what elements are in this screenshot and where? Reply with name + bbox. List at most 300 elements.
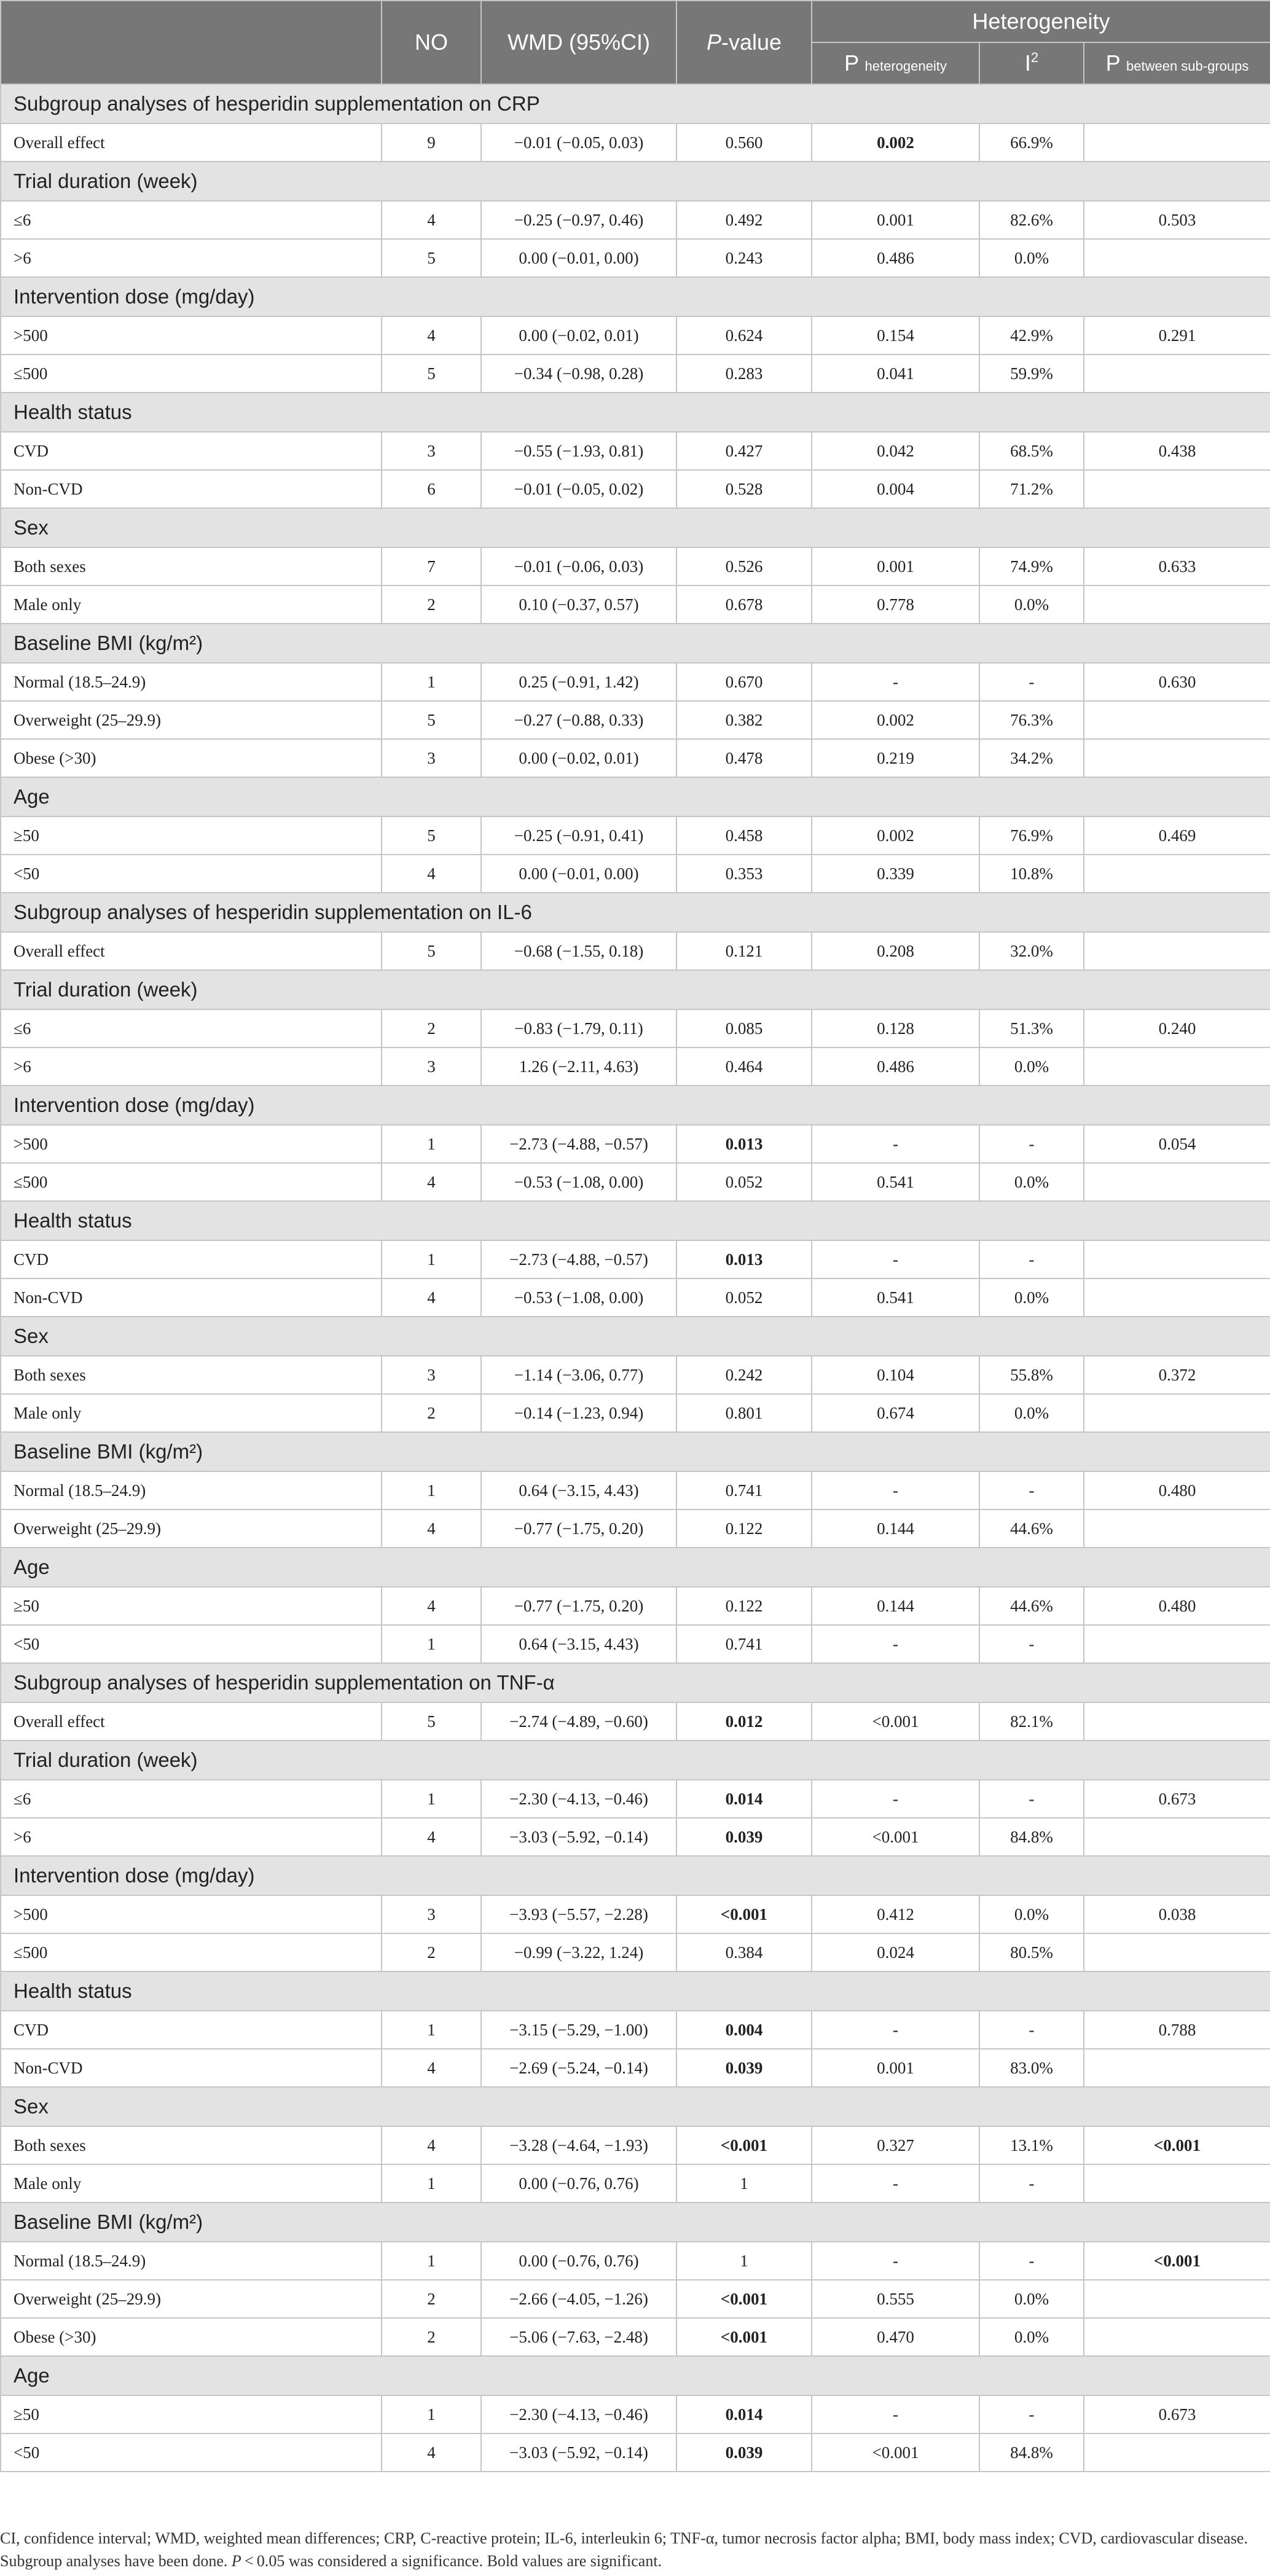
header-p-between-main: P bbox=[1105, 50, 1120, 76]
row-no-cell: 4 bbox=[382, 316, 481, 354]
header-empty bbox=[1, 1, 382, 84]
table-row bbox=[1, 1356, 1270, 1394]
footnote-p-italic: P bbox=[231, 2552, 241, 2570]
section-title: Sex bbox=[1, 2087, 1270, 2126]
header-p-rest: -value bbox=[721, 29, 782, 55]
row-i2-cell: 84.8% bbox=[979, 1818, 1084, 1856]
row-p-heterogeneity-cell: - bbox=[812, 2164, 979, 2202]
row-no-cell: 3 bbox=[382, 1895, 481, 1933]
row-p-heterogeneity-cell: 0.128 bbox=[812, 1009, 979, 1047]
row-p-value-cell: 0.122 bbox=[676, 1509, 812, 1548]
row-wmd-cell: −3.03 (−5.92, −0.14) bbox=[481, 2433, 676, 2472]
row-p-value-cell: <0.001 bbox=[676, 2280, 812, 2318]
row-wmd-cell: −1.14 (−3.06, 0.77) bbox=[481, 1356, 676, 1394]
row-label-cell: Normal (18.5–24.9) bbox=[1, 1471, 382, 1509]
row-i2-cell: 0.0% bbox=[979, 1394, 1084, 1432]
row-p-heterogeneity-cell: 0.104 bbox=[812, 1356, 979, 1394]
row-label-cell: <50 bbox=[1, 2433, 382, 2472]
section-header-row bbox=[1, 2087, 1270, 2126]
row-p-heterogeneity-cell: <0.001 bbox=[812, 1818, 979, 1856]
row-label-cell: Overall effect bbox=[1, 123, 382, 162]
row-wmd-cell: −0.25 (−0.97, 0.46) bbox=[481, 201, 676, 239]
row-wmd-cell: −2.30 (−4.13, −0.46) bbox=[481, 2395, 676, 2433]
row-wmd-cell: −0.01 (−0.05, 0.03) bbox=[481, 123, 676, 162]
row-p-heterogeneity-cell: 0.154 bbox=[812, 316, 979, 354]
row-i2-cell: 10.8% bbox=[979, 855, 1084, 893]
section-header-row bbox=[1, 1856, 1270, 1895]
row-label-cell: Obese (>30) bbox=[1, 739, 382, 777]
row-p-value-cell: 0.012 bbox=[676, 1702, 812, 1740]
section-header-row bbox=[1, 508, 1270, 547]
row-p-value-cell: 0.039 bbox=[676, 2433, 812, 2472]
section-header-row bbox=[1, 893, 1270, 932]
row-p-between-cell bbox=[1084, 1240, 1270, 1278]
row-i2-cell: 59.9% bbox=[979, 354, 1084, 393]
section-header-row bbox=[1, 970, 1270, 1009]
row-i2-cell: - bbox=[979, 1625, 1084, 1663]
row-label-cell: >6 bbox=[1, 239, 382, 277]
row-no-cell: 4 bbox=[382, 855, 481, 893]
row-p-between-cell: 0.673 bbox=[1084, 2395, 1270, 2433]
row-label-cell: ≤500 bbox=[1, 1163, 382, 1201]
row-p-value-cell: <0.001 bbox=[676, 2126, 812, 2164]
row-p-value-cell: 0.353 bbox=[676, 855, 812, 893]
section-title: Trial duration (week) bbox=[1, 162, 1270, 201]
header-no: NO bbox=[382, 1, 481, 84]
row-label-cell: ≥50 bbox=[1, 1587, 382, 1625]
row-p-between-cell bbox=[1084, 1625, 1270, 1663]
row-i2-cell: - bbox=[979, 2011, 1084, 2049]
row-i2-cell: 44.6% bbox=[979, 1509, 1084, 1548]
header-i2-sup: 2 bbox=[1030, 50, 1039, 65]
table-row bbox=[1, 201, 1270, 239]
row-i2-cell: 82.1% bbox=[979, 1702, 1084, 1740]
row-p-value-cell: 0.242 bbox=[676, 1356, 812, 1394]
row-i2-cell: 84.8% bbox=[979, 2433, 1084, 2472]
section-header-row bbox=[1, 1971, 1270, 2011]
row-p-value-cell: 0.013 bbox=[676, 1240, 812, 1278]
row-p-value-cell: 0.560 bbox=[676, 123, 812, 162]
row-no-cell: 3 bbox=[382, 432, 481, 470]
row-p-value-cell: 0.670 bbox=[676, 663, 812, 701]
table-row bbox=[1, 1895, 1270, 1933]
section-title: Health status bbox=[1, 393, 1270, 432]
section-header-row bbox=[1, 1317, 1270, 1356]
row-p-between-cell bbox=[1084, 585, 1270, 624]
row-no-cell: 5 bbox=[382, 816, 481, 855]
row-p-between-cell bbox=[1084, 354, 1270, 393]
row-label-cell: Non-CVD bbox=[1, 470, 382, 508]
row-label-cell: ≥50 bbox=[1, 816, 382, 855]
row-p-value-cell: <0.001 bbox=[676, 2318, 812, 2356]
row-i2-cell: 83.0% bbox=[979, 2049, 1084, 2087]
section-title: Intervention dose (mg/day) bbox=[1, 277, 1270, 316]
row-no-cell: 3 bbox=[382, 1356, 481, 1394]
table-row bbox=[1, 663, 1270, 701]
row-no-cell: 9 bbox=[382, 123, 481, 162]
row-p-heterogeneity-cell: 0.674 bbox=[812, 1394, 979, 1432]
row-label-cell: >500 bbox=[1, 1895, 382, 1933]
table-row bbox=[1, 1780, 1270, 1818]
row-p-heterogeneity-cell: - bbox=[812, 1240, 979, 1278]
header-p-italic: P bbox=[706, 29, 721, 55]
row-p-heterogeneity-cell: - bbox=[812, 2395, 979, 2433]
footnote-line1: CI, confidence interval; WMD, weighted mean differences; CRP, C-reactive protein; IL-6, interleukin 6; TNF-α, tumor necrosis factor alpha; BMI, body mass index; CVD, cardiovascular bbox=[0, 2529, 1194, 2547]
header-i2 bbox=[979, 42, 1084, 84]
row-i2-cell: - bbox=[979, 1240, 1084, 1278]
row-wmd-cell: −3.93 (−5.57, −2.28) bbox=[481, 1895, 676, 1933]
row-p-heterogeneity-cell: 0.002 bbox=[812, 816, 979, 855]
table-row bbox=[1, 1818, 1270, 1856]
row-p-value-cell: 0.464 bbox=[676, 1047, 812, 1086]
section-header-row bbox=[1, 1201, 1270, 1240]
row-no-cell: 1 bbox=[382, 2164, 481, 2202]
row-label-cell: Overweight (25–29.9) bbox=[1, 2280, 382, 2318]
row-label-cell: Overweight (25–29.9) bbox=[1, 1509, 382, 1548]
row-p-between-cell bbox=[1084, 1394, 1270, 1432]
table-row bbox=[1, 2318, 1270, 2356]
row-i2-cell: 13.1% bbox=[979, 2126, 1084, 2164]
table-row bbox=[1, 816, 1270, 855]
row-p-heterogeneity-cell: 0.778 bbox=[812, 585, 979, 624]
row-p-heterogeneity-cell: 0.541 bbox=[812, 1278, 979, 1317]
row-p-heterogeneity-cell: 0.327 bbox=[812, 2126, 979, 2164]
row-i2-cell: 80.5% bbox=[979, 1933, 1084, 1971]
row-p-value-cell: 0.678 bbox=[676, 585, 812, 624]
row-p-heterogeneity-cell: 0.144 bbox=[812, 1509, 979, 1548]
table-row bbox=[1, 1240, 1270, 1278]
row-p-heterogeneity-cell: 0.412 bbox=[812, 1895, 979, 1933]
row-no-cell: 2 bbox=[382, 2318, 481, 2356]
row-p-value-cell: 0.014 bbox=[676, 2395, 812, 2433]
header-heterogeneity: Heterogeneity bbox=[812, 1, 1270, 42]
row-p-heterogeneity-cell: - bbox=[812, 1125, 979, 1163]
table-row bbox=[1, 2280, 1270, 2318]
row-no-cell: 5 bbox=[382, 932, 481, 970]
row-wmd-cell: −2.73 (−4.88, −0.57) bbox=[481, 1125, 676, 1163]
row-p-between-cell bbox=[1084, 1047, 1270, 1086]
row-p-value-cell: 0.528 bbox=[676, 470, 812, 508]
row-no-cell: 5 bbox=[382, 354, 481, 393]
row-p-value-cell: 0.013 bbox=[676, 1125, 812, 1163]
row-p-between-cell bbox=[1084, 2280, 1270, 2318]
row-p-value-cell: 0.122 bbox=[676, 1587, 812, 1625]
row-p-between-cell: 0.240 bbox=[1084, 1009, 1270, 1047]
table-row bbox=[1, 1278, 1270, 1317]
table-row bbox=[1, 239, 1270, 277]
row-p-between-cell bbox=[1084, 1278, 1270, 1317]
row-no-cell: 2 bbox=[382, 1394, 481, 1432]
row-wmd-cell: −0.99 (−3.22, 1.24) bbox=[481, 1933, 676, 1971]
row-no-cell: 4 bbox=[382, 201, 481, 239]
row-label-cell: Both sexes bbox=[1, 2126, 382, 2164]
row-no-cell: 2 bbox=[382, 2280, 481, 2318]
row-no-cell: 4 bbox=[382, 1509, 481, 1548]
row-no-cell: 1 bbox=[382, 1125, 481, 1163]
row-label-cell: ≤6 bbox=[1, 1009, 382, 1047]
row-p-value-cell: 0.004 bbox=[676, 2011, 812, 2049]
table-row bbox=[1, 432, 1270, 470]
row-p-value-cell: 0.052 bbox=[676, 1163, 812, 1201]
row-p-heterogeneity-cell: 0.001 bbox=[812, 547, 979, 585]
row-i2-cell: 44.6% bbox=[979, 1587, 1084, 1625]
row-p-between-cell bbox=[1084, 1509, 1270, 1548]
row-p-value-cell: 1 bbox=[676, 2164, 812, 2202]
table-row bbox=[1, 354, 1270, 393]
row-p-between-cell: 0.438 bbox=[1084, 432, 1270, 470]
row-i2-cell: - bbox=[979, 2395, 1084, 2433]
section-header-row bbox=[1, 1663, 1270, 1702]
row-p-between-cell bbox=[1084, 2049, 1270, 2087]
row-label-cell: Male only bbox=[1, 2164, 382, 2202]
row-wmd-cell: −0.53 (−1.08, 0.00) bbox=[481, 1163, 676, 1201]
section-header-row bbox=[1, 393, 1270, 432]
row-label-cell: CVD bbox=[1, 2011, 382, 2049]
row-wmd-cell: −0.83 (−1.79, 0.11) bbox=[481, 1009, 676, 1047]
row-p-heterogeneity-cell: 0.002 bbox=[812, 123, 979, 162]
row-no-cell: 4 bbox=[382, 1278, 481, 1317]
table-row bbox=[1, 2433, 1270, 2472]
row-p-heterogeneity-cell: - bbox=[812, 1471, 979, 1509]
row-wmd-cell: 0.00 (−0.02, 0.01) bbox=[481, 739, 676, 777]
row-label-cell: ≤500 bbox=[1, 354, 382, 393]
row-no-cell: 2 bbox=[382, 585, 481, 624]
row-i2-cell: 55.8% bbox=[979, 1356, 1084, 1394]
row-label-cell: CVD bbox=[1, 432, 382, 470]
row-p-heterogeneity-cell: 0.004 bbox=[812, 470, 979, 508]
row-p-value-cell: 0.384 bbox=[676, 1933, 812, 1971]
table-row bbox=[1, 1509, 1270, 1548]
row-p-between-cell: 0.480 bbox=[1084, 1471, 1270, 1509]
row-p-between-cell bbox=[1084, 239, 1270, 277]
section-title: Trial duration (week) bbox=[1, 970, 1270, 1009]
row-wmd-cell: 0.00 (−0.76, 0.76) bbox=[481, 2164, 676, 2202]
row-i2-cell: 0.0% bbox=[979, 1047, 1084, 1086]
row-p-value-cell: 0.741 bbox=[676, 1625, 812, 1663]
row-p-between-cell bbox=[1084, 1702, 1270, 1740]
table-row bbox=[1, 2126, 1270, 2164]
row-no-cell: 5 bbox=[382, 701, 481, 739]
row-no-cell: 1 bbox=[382, 1625, 481, 1663]
row-i2-cell: 0.0% bbox=[979, 585, 1084, 624]
row-p-heterogeneity-cell: 0.002 bbox=[812, 701, 979, 739]
row-p-heterogeneity-cell: 0.486 bbox=[812, 239, 979, 277]
row-no-cell: 4 bbox=[382, 2126, 481, 2164]
row-p-between-cell: 0.480 bbox=[1084, 1587, 1270, 1625]
row-wmd-cell: −2.30 (−4.13, −0.46) bbox=[481, 1780, 676, 1818]
row-label-cell: Overweight (25–29.9) bbox=[1, 701, 382, 739]
row-p-heterogeneity-cell: 0.001 bbox=[812, 2049, 979, 2087]
table-row bbox=[1, 1471, 1270, 1509]
section-header-row bbox=[1, 277, 1270, 316]
row-label-cell: CVD bbox=[1, 1240, 382, 1278]
section-header-row bbox=[1, 1548, 1270, 1587]
row-p-between-cell: 0.291 bbox=[1084, 316, 1270, 354]
row-no-cell: 4 bbox=[382, 1587, 481, 1625]
footnote-line2a: disease. Subgroup analyses have been done. bbox=[0, 2529, 1248, 2570]
row-p-heterogeneity-cell: - bbox=[812, 2011, 979, 2049]
row-i2-cell: - bbox=[979, 1471, 1084, 1509]
section-title: Baseline BMI (kg/m²) bbox=[1, 2202, 1270, 2242]
row-i2-cell: - bbox=[979, 2242, 1084, 2280]
header-p-value bbox=[676, 1, 812, 84]
table-row bbox=[1, 2049, 1270, 2087]
section-header-row bbox=[1, 1432, 1270, 1471]
header-p-het-sub: heterogeneity bbox=[864, 58, 947, 74]
row-no-cell: 1 bbox=[382, 1471, 481, 1509]
header-p-between-sub: between sub-groups bbox=[1126, 58, 1249, 74]
section-title: Baseline BMI (kg/m²) bbox=[1, 1432, 1270, 1471]
row-label-cell: Male only bbox=[1, 585, 382, 624]
table-row bbox=[1, 1702, 1270, 1740]
table-row bbox=[1, 1125, 1270, 1163]
row-label-cell: Overall effect bbox=[1, 932, 382, 970]
row-wmd-cell: −2.74 (−4.89, −0.60) bbox=[481, 1702, 676, 1740]
row-p-heterogeneity-cell: 0.541 bbox=[812, 1163, 979, 1201]
row-wmd-cell: −3.15 (−5.29, −1.00) bbox=[481, 2011, 676, 2049]
row-i2-cell: 0.0% bbox=[979, 1163, 1084, 1201]
row-p-heterogeneity-cell: 0.001 bbox=[812, 201, 979, 239]
section-header-row bbox=[1, 2356, 1270, 2395]
table-row bbox=[1, 123, 1270, 162]
table-row bbox=[1, 2242, 1270, 2280]
table-row bbox=[1, 585, 1270, 624]
row-i2-cell: 0.0% bbox=[979, 2280, 1084, 2318]
table-row bbox=[1, 1587, 1270, 1625]
row-i2-cell: - bbox=[979, 2164, 1084, 2202]
row-p-between-cell: 0.503 bbox=[1084, 201, 1270, 239]
row-p-heterogeneity-cell: 0.219 bbox=[812, 739, 979, 777]
row-p-between-cell: <0.001 bbox=[1084, 2242, 1270, 2280]
section-title: Age bbox=[1, 2356, 1270, 2395]
row-p-heterogeneity-cell: 0.470 bbox=[812, 2318, 979, 2356]
row-p-between-cell: 0.673 bbox=[1084, 1780, 1270, 1818]
row-i2-cell: 34.2% bbox=[979, 739, 1084, 777]
row-i2-cell: 71.2% bbox=[979, 470, 1084, 508]
row-wmd-cell: −0.27 (−0.88, 0.33) bbox=[481, 701, 676, 739]
row-label-cell: Both sexes bbox=[1, 547, 382, 585]
row-p-between-cell: 0.630 bbox=[1084, 663, 1270, 701]
row-p-value-cell: 0.243 bbox=[676, 239, 812, 277]
row-label-cell: Non-CVD bbox=[1, 1278, 382, 1317]
row-p-value-cell: 0.014 bbox=[676, 1780, 812, 1818]
section-header-row bbox=[1, 84, 1270, 123]
row-p-between-cell: 0.469 bbox=[1084, 816, 1270, 855]
row-p-value-cell: 0.458 bbox=[676, 816, 812, 855]
table-row bbox=[1, 2164, 1270, 2202]
table-row bbox=[1, 855, 1270, 893]
row-p-value-cell: 0.741 bbox=[676, 1471, 812, 1509]
section-title: Intervention dose (mg/day) bbox=[1, 1086, 1270, 1125]
row-p-between-cell bbox=[1084, 855, 1270, 893]
row-wmd-cell: 0.64 (−3.15, 4.43) bbox=[481, 1471, 676, 1509]
table-row bbox=[1, 1163, 1270, 1201]
row-wmd-cell: −0.25 (−0.91, 0.41) bbox=[481, 816, 676, 855]
section-title: Subgroup analyses of hesperidin supplementation on IL-6 bbox=[1, 893, 1270, 932]
row-wmd-cell: −0.55 (−1.93, 0.81) bbox=[481, 432, 676, 470]
row-i2-cell: 76.3% bbox=[979, 701, 1084, 739]
row-no-cell: 3 bbox=[382, 1047, 481, 1086]
row-i2-cell: 74.9% bbox=[979, 547, 1084, 585]
row-no-cell: 1 bbox=[382, 1780, 481, 1818]
table-row bbox=[1, 547, 1270, 585]
row-no-cell: 2 bbox=[382, 1009, 481, 1047]
row-p-value-cell: 0.039 bbox=[676, 1818, 812, 1856]
row-p-between-cell bbox=[1084, 123, 1270, 162]
row-wmd-cell: −2.69 (−5.24, −0.14) bbox=[481, 2049, 676, 2087]
section-header-row bbox=[1, 624, 1270, 663]
row-label-cell: ≥50 bbox=[1, 2395, 382, 2433]
row-p-heterogeneity-cell: <0.001 bbox=[812, 2433, 979, 2472]
row-p-value-cell: 0.427 bbox=[676, 432, 812, 470]
row-wmd-cell: −0.14 (−1.23, 0.94) bbox=[481, 1394, 676, 1432]
row-label-cell: Both sexes bbox=[1, 1356, 382, 1394]
row-label-cell: Overall effect bbox=[1, 1702, 382, 1740]
row-p-between-cell bbox=[1084, 1818, 1270, 1856]
row-p-value-cell: 0.492 bbox=[676, 201, 812, 239]
row-no-cell: 2 bbox=[382, 1933, 481, 1971]
section-title: Age bbox=[1, 1548, 1270, 1587]
row-i2-cell: - bbox=[979, 663, 1084, 701]
row-p-value-cell: 0.283 bbox=[676, 354, 812, 393]
row-wmd-cell: −0.01 (−0.06, 0.03) bbox=[481, 547, 676, 585]
header-p-heterogeneity bbox=[812, 42, 979, 84]
row-p-heterogeneity-cell: 0.486 bbox=[812, 1047, 979, 1086]
row-i2-cell: 68.5% bbox=[979, 432, 1084, 470]
row-no-cell: 1 bbox=[382, 2242, 481, 2280]
row-no-cell: 4 bbox=[382, 2433, 481, 2472]
row-p-value-cell: 1 bbox=[676, 2242, 812, 2280]
section-title: Subgroup analyses of hesperidin supplementation on TNF-α bbox=[1, 1663, 1270, 1702]
table-row bbox=[1, 1047, 1270, 1086]
row-p-between-cell bbox=[1084, 1933, 1270, 1971]
row-i2-cell: 32.0% bbox=[979, 932, 1084, 970]
row-wmd-cell: −2.66 (−4.05, −1.26) bbox=[481, 2280, 676, 2318]
row-no-cell: 1 bbox=[382, 1240, 481, 1278]
table-row bbox=[1, 701, 1270, 739]
header-p-het-main: P bbox=[844, 50, 859, 76]
table-row bbox=[1, 470, 1270, 508]
row-wmd-cell: 1.26 (−2.11, 4.63) bbox=[481, 1047, 676, 1086]
section-title: Health status bbox=[1, 1201, 1270, 1240]
row-label-cell: Normal (18.5–24.9) bbox=[1, 2242, 382, 2280]
table-header bbox=[1, 1, 1270, 84]
row-p-between-cell: 0.633 bbox=[1084, 547, 1270, 585]
section-header-row bbox=[1, 777, 1270, 816]
row-no-cell: 1 bbox=[382, 2011, 481, 2049]
row-p-value-cell: 0.801 bbox=[676, 1394, 812, 1432]
row-p-heterogeneity-cell: - bbox=[812, 1625, 979, 1663]
table-row bbox=[1, 2011, 1270, 2049]
row-label-cell: ≤6 bbox=[1, 1780, 382, 1818]
row-label-cell: Obese (>30) bbox=[1, 2318, 382, 2356]
row-p-heterogeneity-cell: - bbox=[812, 2242, 979, 2280]
row-i2-cell: 66.9% bbox=[979, 123, 1084, 162]
section-header-row bbox=[1, 162, 1270, 201]
row-p-between-cell: 0.788 bbox=[1084, 2011, 1270, 2049]
row-wmd-cell: 0.10 (−0.37, 0.57) bbox=[481, 585, 676, 624]
row-no-cell: 4 bbox=[382, 2049, 481, 2087]
row-p-value-cell: 0.624 bbox=[676, 316, 812, 354]
row-wmd-cell: 0.64 (−3.15, 4.43) bbox=[481, 1625, 676, 1663]
row-p-between-cell bbox=[1084, 2433, 1270, 2472]
table-row bbox=[1, 1933, 1270, 1971]
row-label-cell: >500 bbox=[1, 1125, 382, 1163]
row-no-cell: 3 bbox=[382, 739, 481, 777]
section-title: Sex bbox=[1, 508, 1270, 547]
row-p-value-cell: 0.526 bbox=[676, 547, 812, 585]
row-i2-cell: 0.0% bbox=[979, 1895, 1084, 1933]
